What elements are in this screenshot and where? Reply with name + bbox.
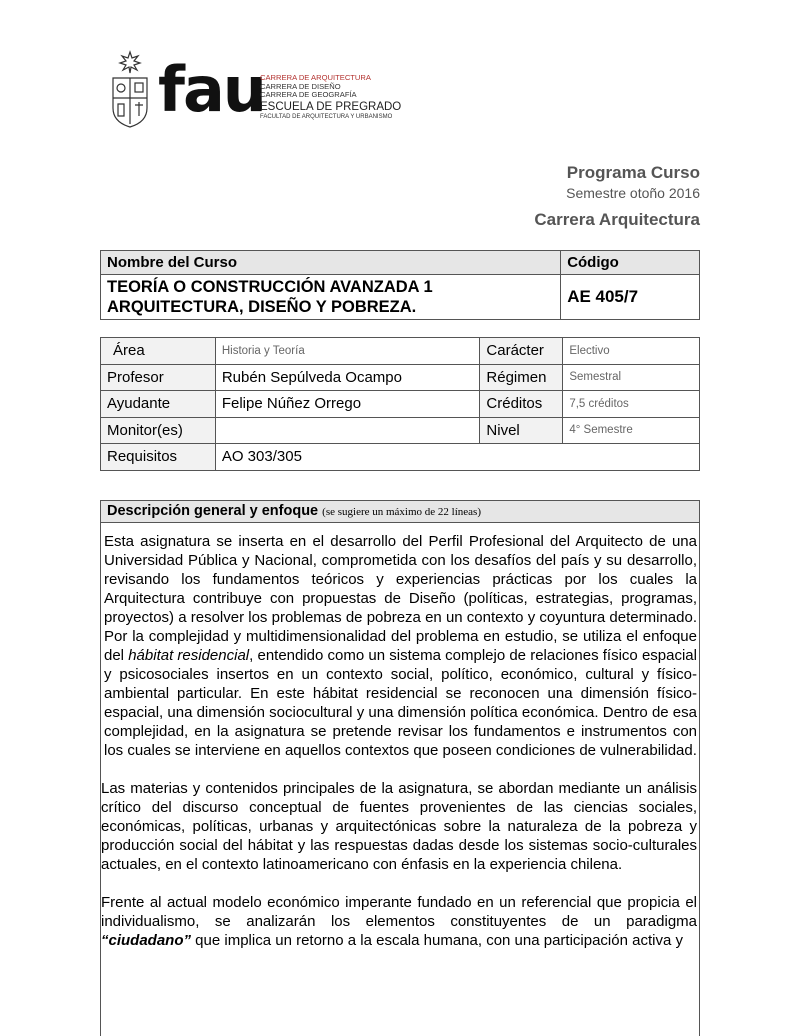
logo-line: CARRERA DE ARQUITECTURA [260, 73, 371, 82]
nivel-value: 4° Semestre [563, 417, 700, 444]
emphasis-text: “ciudadano” [101, 932, 192, 949]
course-name-line2: ARQUITECTURA, DISEÑO Y POBREZA. [107, 298, 417, 316]
regimen-value: Semestral [563, 364, 700, 391]
profesor-value: Rubén Sepúlveda Ocampo [215, 364, 480, 391]
regimen-label: Régimen [480, 364, 563, 391]
caracter-label: Carácter [480, 338, 563, 365]
info-row [101, 417, 700, 444]
info-row [101, 338, 700, 365]
monitor-label: Monitor(es) [101, 417, 216, 444]
description-paragraph [101, 893, 699, 950]
course-name-line1: TEORÍA O CONSTRUCCIÓN AVANZADA 1 [107, 278, 433, 296]
paragraph-text: Esta asignatura se inserta en el desarrollo del Perfil Profesional del Arquitecto de una Universidad Pública y Nacional, comprometida con los desafíos del país y su desarrollo, revisando los fundamentos teóricos y experiencias prácticas por los cuales la Arquitectura contribuye con propuestas de Diseño (políticas, estrategias, programas, proyectos) a resolver los problemas de pobreza en un contexto y coyuntura determinado. Por la complejidad y multidimensionalidad del problema en estudio, se utiliza el enfoque del [104, 533, 697, 664]
semester-label: Semestre otoño 2016 [566, 185, 700, 201]
course-code-header: Código [561, 251, 700, 275]
info-row [101, 444, 700, 471]
requisitos-label: Requisitos [101, 444, 216, 471]
course-code: AE 405/7 [561, 275, 700, 320]
career-label: Carrera Arquitectura [534, 210, 700, 229]
course-name-header: Nombre del Curso [101, 251, 561, 275]
nivel-label: Nivel [480, 417, 563, 444]
paragraph-text: que implica un retorno a la escala humana, con una participación activa y [191, 932, 683, 949]
course-name-cell [101, 275, 561, 320]
paragraph-text: , entendido como un sistema complejo de relaciones físico espacial y psicosociales insertos en un contexto social, político, económico, cultural y físico-ambiental particular. En este hábitat residencial se reconocen una dimensión físico-espacial, una dimensión sociocultural y una dimensión política económica. Dentro de esa complejidad, en la asignatura se pretende revisar los fundamentos e instrumentos con los cuales se interviene en aquellos contextos que poseen condiciones de vulnerabilidad. [104, 647, 697, 759]
description-note: (se sugiere un máximo de 22 líneas) [322, 506, 482, 518]
requisitos-value: AO 303/305 [215, 444, 699, 471]
description-paragraph: Las materias y contenidos principales de la asignatura, se abordan mediante un análisis crítico del discurso conceptual de fuentes provenientes de las ciencias sociales, económicas, políticas, urbanas y arquitectónicas sobre la naturaleza de la pobreza y producción social del hábitat y las respuestas dadas desde los sistemas socio-culturales actuales, en el contexto latinoamericano con énfasis en la experiencia chilena. [101, 780, 697, 873]
info-row [101, 391, 700, 418]
paragraph-text: Frente al actual modelo económico imperante fundado en un referencial que propicia el individualismo, se analizarán los elementos constituyentes de un paradigma [101, 894, 697, 930]
area-value: Historia y Teoría [215, 338, 480, 365]
monitor-value [215, 417, 480, 444]
ayudante-value: Felipe Núñez Orrego [215, 391, 480, 418]
creditos-value: 7,5 créditos [563, 391, 700, 418]
logo-line: CARRERA DE GEOGRAFÍA [260, 90, 357, 99]
course-info-table [100, 337, 700, 471]
creditos-label: Créditos [480, 391, 563, 418]
fau-wordmark: fau [158, 53, 265, 126]
info-row [101, 364, 700, 391]
caracter-value: Electivo [563, 338, 700, 365]
ayudante-label: Ayudante [101, 391, 216, 418]
description-body [101, 523, 699, 950]
profesor-label: Profesor [101, 364, 216, 391]
logo-school: ESCUELA DE PREGRADO [260, 100, 402, 113]
emphasis-text: hábitat residencial [128, 647, 250, 664]
document-title: Programa Curso [566, 163, 700, 182]
course-table [100, 250, 700, 320]
area-label: Área [101, 338, 216, 365]
description-heading [101, 501, 699, 523]
description-section [100, 500, 700, 1036]
logo-line: CARRERA DE DISEÑO [260, 81, 341, 91]
university-crest-icon [110, 50, 150, 128]
fau-logo [110, 50, 410, 130]
logo-text-block [260, 74, 410, 121]
description-paragraph [101, 523, 699, 760]
description-title: Descripción general y enfoque [107, 503, 319, 519]
logo-faculty: FACULTAD DE ARQUITECTURA Y URBANISMO [260, 113, 393, 120]
